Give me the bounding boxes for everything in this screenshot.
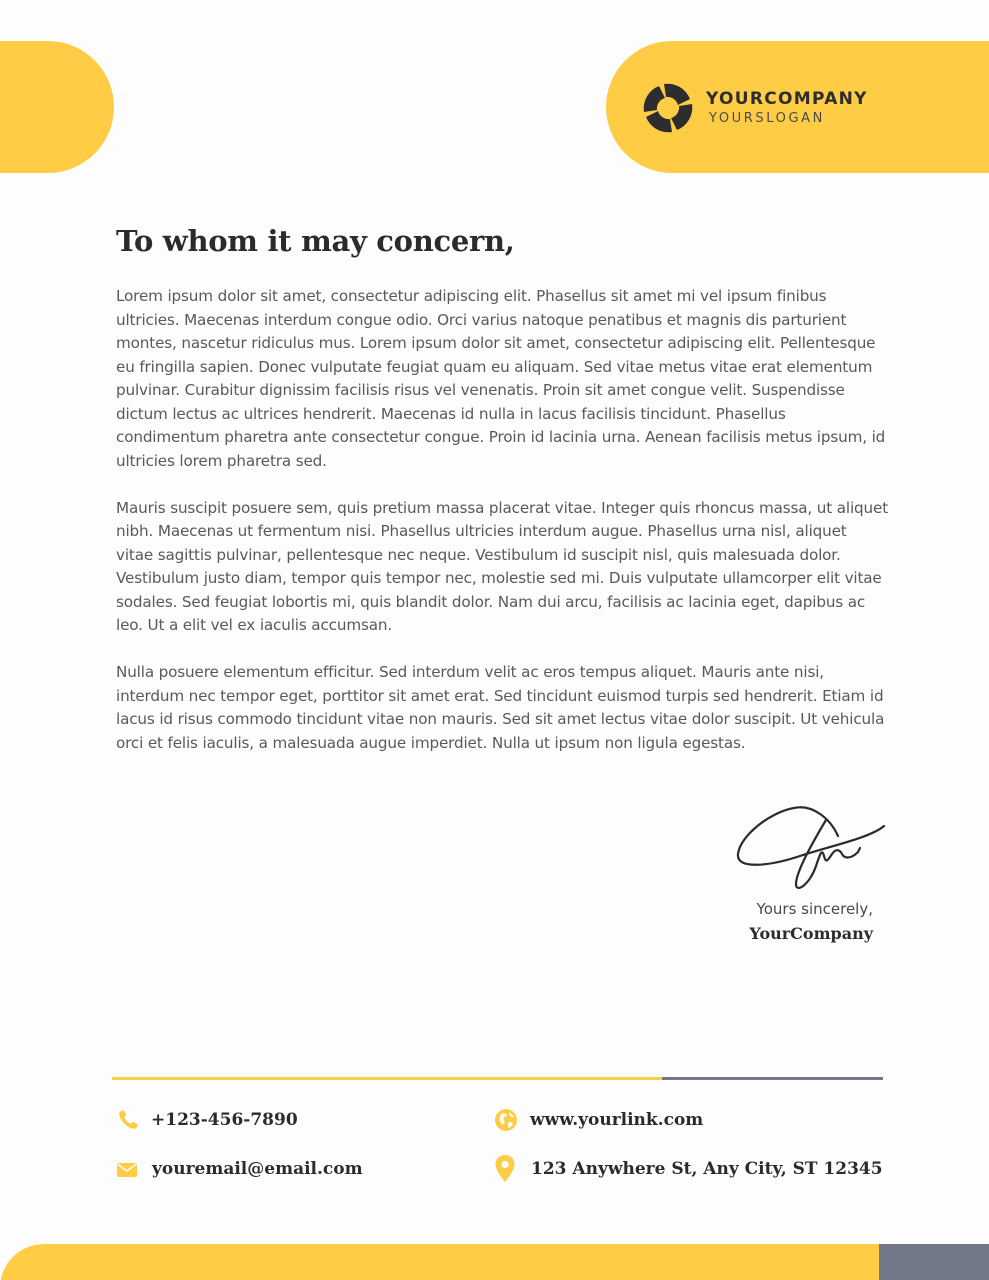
email-address: youremail@email.com: [152, 1159, 363, 1179]
letter-body: [116, 285, 888, 779]
handwritten-signature: [730, 800, 890, 895]
envelope-icon: [116, 1158, 138, 1180]
footer-accent-bar: [0, 1244, 880, 1280]
contact-phone: [116, 1108, 298, 1132]
contact-website: [494, 1108, 703, 1132]
postal-address: 123 Anywhere St, Any City, ST 12345: [531, 1159, 883, 1179]
brand-block: [706, 89, 868, 126]
footer-secondary-bar: [879, 1244, 989, 1280]
letter-paragraph-1: Lorem ipsum dolor sit amet, consectetur adipiscing elit. Phasellus sit amet mi vel ipsum finibus ultricies. Maecenas interdum congue odio. Orci varius natoque penatibus et magnis dis parturient montes, nascetur ridiculus mus. Lorem ipsum dolor sit amet, consectetur adipiscing elit. Pellentesque eu fringilla sapien. Donec vulputate feugiat quam eu aliquam. Sed vitae metus vitae erat elementum pulvinar. Curabitur dignissim facilisis risus vel venenatis. Proin sit amet congue velit. Suspendisse dictum lectus ac ultrices hendrerit. Maecenas id nulla in lacus facilisis tincidunt. Phasellus condimentum pharetra ante consectetur congue. Proin id lacinia urna. Aenean facilisis metus ipsum, id ultricies lorem pharetra sed.: [116, 287, 886, 470]
contact-email: [116, 1158, 363, 1180]
website-url: www.yourlink.com: [530, 1110, 704, 1130]
letter-greeting: To whom it may concern,: [116, 224, 515, 258]
company-name: YOURCOMPANY: [706, 89, 868, 109]
footer-divider-secondary: [662, 1077, 883, 1080]
contact-address: [494, 1154, 883, 1184]
phone-number: +123-456-7890: [151, 1110, 298, 1130]
phone-icon: [116, 1108, 140, 1132]
globe-icon: [494, 1108, 518, 1132]
letter-paragraph-3: Nulla posuere elementum efficitur. Sed interdum velit ac eros tempus aliquet. Mauris ante nisi, interdum nec tempor eget, porttitor sit amet erat. Sed tincidunt euismod turpis sed hendrerit. Etiam id lacus id risus commodo tincidunt vitae non mauris. Sed sit amet lectus vitae dolor suscipit. Ut vehicula orci et felis iaculis, a malesuada augue imperdiet. Nulla ut ipsum non ligula egestas.: [116, 663, 885, 752]
signer-name: YourCompany: [749, 924, 873, 943]
closing-phrase: Yours sincerely,: [756, 900, 873, 918]
aperture-logo-icon: [642, 82, 694, 134]
map-pin-icon: [494, 1154, 516, 1184]
header-left-accent-shape: [0, 41, 114, 173]
company-slogan: YOURSLOGAN: [709, 111, 825, 126]
footer-divider-accent: [112, 1077, 662, 1080]
letter-paragraph-2: Mauris suscipit posuere sem, quis pretium massa placerat vitae. Integer quis rhoncus massa, ut aliquet nibh. Maecenas ut fermentum nisi. Phasellus ultricies interdum augue. Phasellus urna nisl, aliquet vitae sagittis pulvinar, pellentesque nec neque. Vestibulum id suscipit nisl, quis malesuada dolor. Vestibulum justo diam, tempor quis tempor nec, molestie sed mi. Duis vulputate ullamcorper elit vitae sodales. Sed feugiat lobortis mi, quis blandit dolor. Nam dui arcu, facilisis ac lacinia eget, dapibus ac leo. Ut a elit vel ex iaculis accumsan.: [116, 498, 889, 634]
